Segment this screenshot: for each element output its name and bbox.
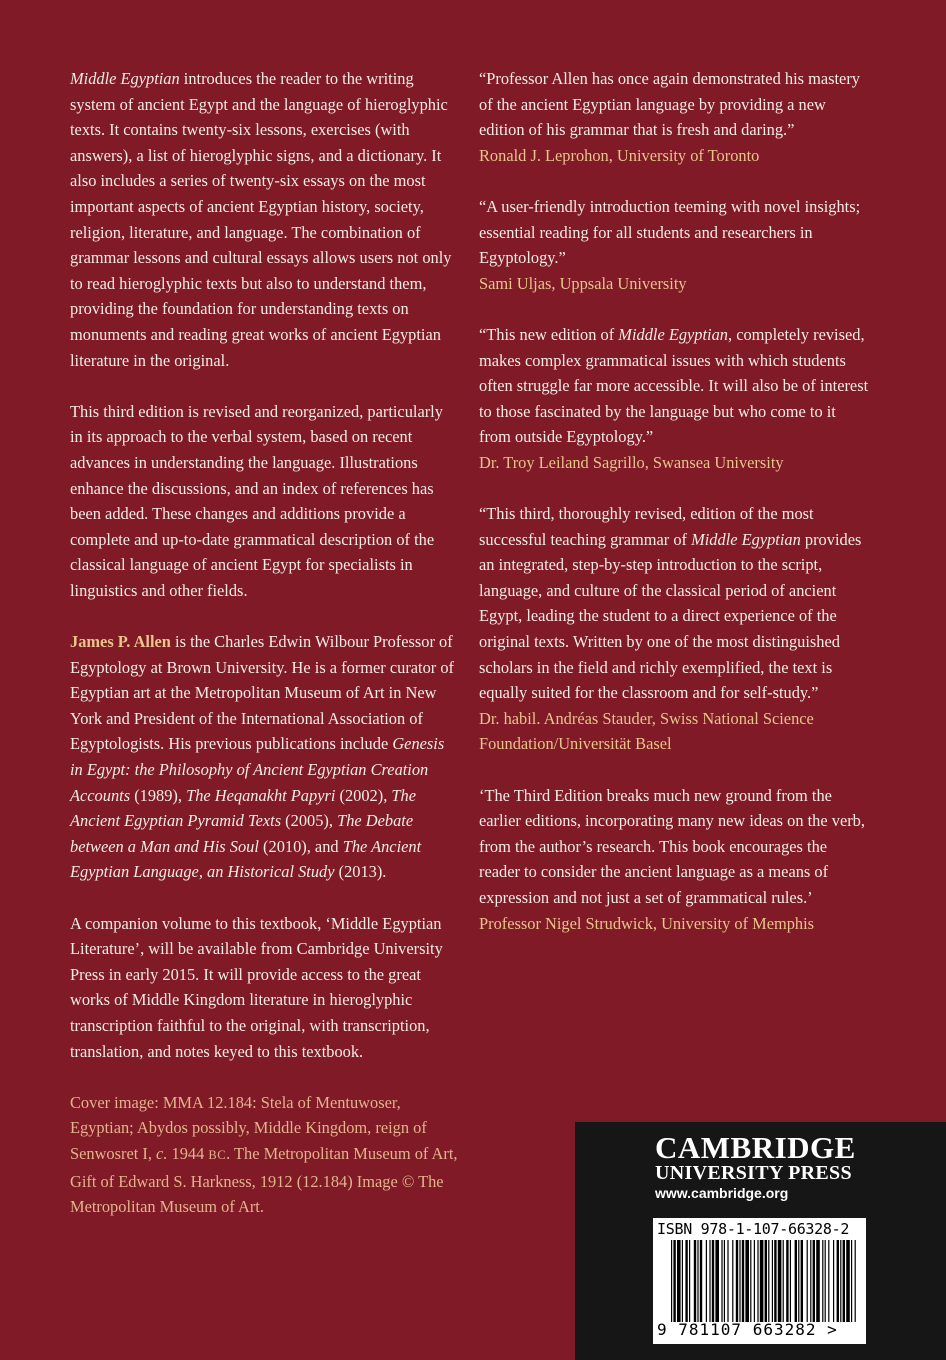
review-quote <box>479 783 871 937</box>
book-title: Middle Egyptian <box>70 69 180 88</box>
publisher-url[interactable]: www.cambridge.org <box>655 1185 789 1201</box>
companion-paragraph: A companion volume to this textbook, ‘Middle Egyptian Literature’, will be available from Cambridge University Press in early 2015. It will provide access to the great works of Middle Kingdom literature in hieroglyphic transcription faithful to the original, with transcription, translation, and notes keyed to this textbook. <box>70 913 443 1061</box>
quote-text: “Professor Allen has once again demonstrated his mastery of the ancient Egyptian language by providing a new edition of his grammar that is fresh and daring.” <box>479 69 860 140</box>
barcode-panel <box>653 1218 866 1344</box>
review-quote <box>479 501 871 757</box>
publisher-subtitle: UNIVERSITY PRESS <box>655 1162 852 1184</box>
quote-attribution: Dr. habil. Andréas Stauder, Swiss National Science Foundation/Universität Basel <box>479 708 814 754</box>
review-quote <box>479 194 871 296</box>
quote-text: ‘The Third Edition breaks much new ground from the earlier editions, incorporating many new ideas on the verb, from the author’s research. This book encourages the reader to consider the ancient language as a means of expression and not just a set of grammatical rules.’ <box>479 785 865 907</box>
isbn-label: ISBN 978-1-107-66328-2 <box>657 1220 850 1238</box>
quote-attribution: Ronald J. Leprohon, University of Toronto <box>479 145 760 165</box>
publisher-name: CAMBRIDGE <box>655 1130 856 1165</box>
review-quote <box>479 322 871 476</box>
author-name: James P. Allen <box>70 632 171 652</box>
review-quote <box>479 66 871 168</box>
quote-text: “This third, thoroughly revised, edition of the most successful teaching grammar of Middle Egyptian provides an integrated, step-by-step introduction to the script, language, and culture of the classical period of ancient Egypt, leading the student to a direct experience of the original texts. Written by one of the most distinguished scholars in the field and richly exemplified, the text is equally suited for the classroom and for self-study.” <box>479 504 862 703</box>
edition-paragraph: This third edition is revised and reorganized, particularly in its approach to the verbal system, based on recent advances in understanding the language. Illustrations enhance the discussions, and an index of references has been added. These changes and additions provide a complete and up-to-date grammatical description of the classical language of ancient Egypt for specialists in linguistics and other fields. <box>70 401 443 600</box>
right-column <box>479 66 871 962</box>
cover-credit: Cover image: MMA 12.184: Stela of Mentuwoser, Egyptian; Abydos possibly, Middle Kingdom, reign of Senwosret I, c. 1944 BC. The Metropolitan Museum of Art, Gift of Edward S. Harkness, 1912 (12.184) Image © The Metropolitan Museum of Art. <box>70 1092 458 1217</box>
quote-text: “A user-friendly introduction teeming with novel insights; essential reading for all students and researchers in Egyptology.” <box>479 196 861 268</box>
barcode-digits: 9 781107 663282 > <box>657 1320 838 1339</box>
publisher-box <box>575 1122 946 1360</box>
left-column <box>70 66 458 1245</box>
barcode-icon <box>669 1240 859 1322</box>
quote-attribution: Sami Uljas, Uppsala University <box>479 273 687 293</box>
quote-attribution: Dr. Troy Leiland Sagrillo, Swansea University <box>479 452 784 472</box>
description-paragraph: Middle Egyptian introduces the reader to the writing system of ancient Egypt and the language of hieroglyphic texts. It contains twenty-six lessons, exercises (with answers), a list of hieroglyphic signs, and a dictionary. It also includes a series of twenty-six essays on the most important aspects of ancient Egyptian history, society, religion, literature, and language. The combination of grammar lessons and cultural essays allows users not only to read hieroglyphic texts but also to understand them, providing the foundation for understanding texts on monuments and reading great works of ancient Egyptian literature in the original. <box>70 69 452 370</box>
author-bio: James P. Allen is the Charles Edwin Wilbour Professor of Egyptology at Brown University. He is a former curator of Egyptian art at the Metropolitan Museum of Art in New York and President of the International Association of Egyptologists. His previous publications include Genesis in Egypt: the Philosophy of Ancient Egyptian Creation Accounts (1989), The Heqanakht Papyri (2002), The Ancient Egyptian Pyramid Texts (2005), The Debate between a Man and His Soul (2010), and The Ancient Egyptian Language, an Historical Study (2013). <box>70 632 455 882</box>
quote-text: “This new edition of Middle Egyptian, completely revised, makes complex grammatical issues with which students often struggle far more accessible. It will also be of interest to those fascinated by the language but who come to it from outside Egyptology.” <box>479 324 869 447</box>
quote-attribution: Professor Nigel Strudwick, University of Memphis <box>479 913 815 933</box>
